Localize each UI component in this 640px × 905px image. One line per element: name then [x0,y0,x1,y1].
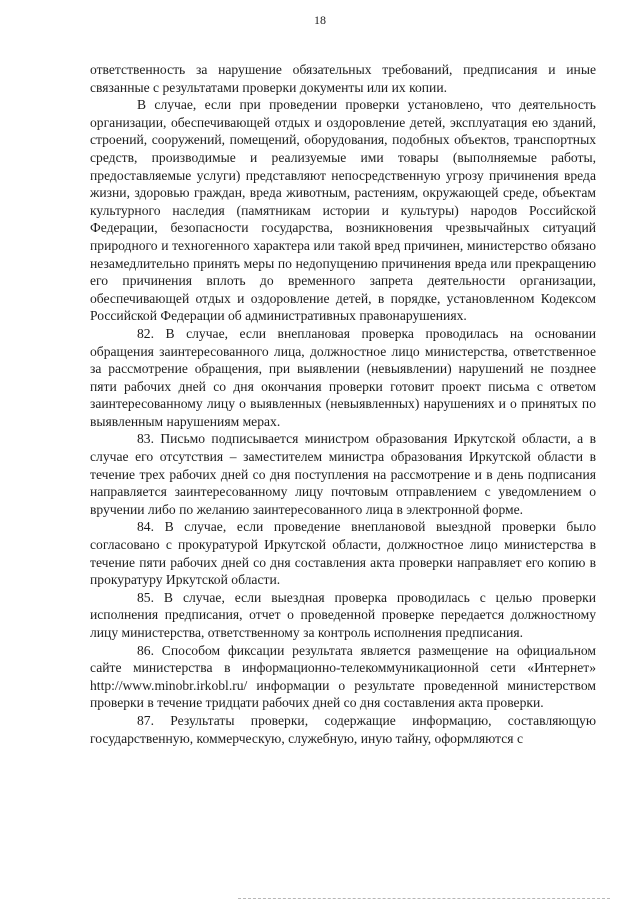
paragraph-87: 87. Результаты проверки, содержащие информацию, составляющую государственную, коммерческую, служебную, иную тайну, оформляются с [90,712,596,746]
paragraph-continuation: ответственность за нарушение обязательных требований, предписания и иные связанные с результатами проверки документы или их копии. [90,62,596,95]
document-body [90,61,596,747]
bottom-divider [238,898,610,899]
paragraph-83: 83. Письмо подписывается министром образования Иркутской области, а в случае его отсутствия – заместителем министра образования Иркутской области в течение трех рабочих дней со дня поступления на рассмотрение и в день подписания направляется заинтересованному лицу почтовым отправлением с уведомлением о вручении либо по желанию заинтересованного лица в электронной форме. [90,431,596,517]
paragraph-threat-measures: В случае, если при проведении проверки установлено, что деятельность организации, обеспечивающей отдых и оздоровление детей, эксплуатация ею зданий, строений, сооружений, помещений, оборудования, подобных объектов, транспортных средств, производимые и реализуемые ими товары (выполняемые работы, предоставляемые услуги) представляют непосредственную угрозу причинения вреда жизни, здоровью граждан, вреда животным, растениям, окружающей среде, объектам культурного наследия (памятникам истории и культуры) народов Российской Федерации, безопасности государства, возникновения чрезвычайных ситуаций природного и техногенного характера или такой вред причинен, министерство обязано незамедлительно принять меры по недопущению причинения вреда или прекращению его причинения вплоть до временного запрета деятельности организации, обеспечивающей отдых и оздоровление детей, в порядке, установленном Кодексом Российской Федерации об административных правонарушениях. [90,97,596,324]
paragraph-82: 82. В случае, если внеплановая проверка проводилась на основании обращения заинтересованного лица, должностное лицо министерства, ответственное за рассмотрение обращения, при выявлении (невыявлении) нарушений не позднее пяти рабочих дней со дня окончания проверки готовит проект письма с ответом заинтересованному лицу о выявленных (невыявленных) нарушениях и о принятых по выявленным нарушениям мерах. [90,325,596,429]
paragraph-86: 86. Способом фиксации результата является размещение на официальном сайте министерства в информационно-телекоммуникационной сети «Интернет» http://www.minobr.irkobl.ru/ информации о результате проведенной министерством проверки в течение тридцати рабочих дней со дня составления акта проверки. [90,642,596,711]
page-number: 18 [314,13,326,27]
paragraph-84: 84. В случае, если проведение внеплановой выездной проверки было согласовано с прокуратурой Иркутской области, должностное лицо министерства в течение пяти рабочих дней со дня составления акта проверки направляет его копию в прокуратуру Иркутской области. [90,519,596,588]
paragraph-85: 85. В случае, если выездная проверка проводилась с целью проверки исполнения предписания, отчет о проведенной проверке передается должностному лицу министерства, ответственному за контроль исполнения предписания. [90,589,596,640]
